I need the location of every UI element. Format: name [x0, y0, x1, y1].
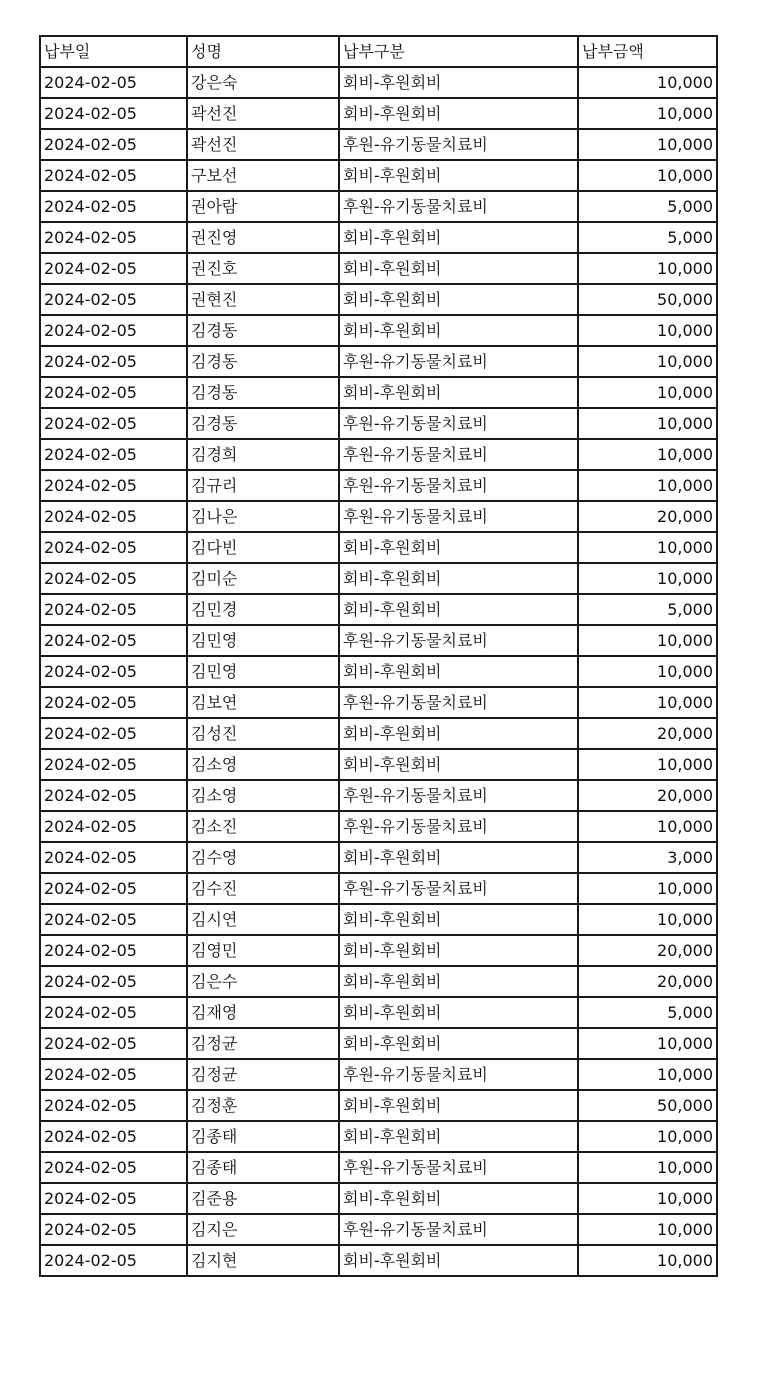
cell-payment-type: 회비-후원회비: [339, 222, 578, 253]
cell-payment-type: 회비-후원회비: [339, 718, 578, 749]
cell-payment-date: 2024-02-05: [40, 315, 187, 346]
cell-payment-amount: 50,000: [578, 284, 717, 315]
cell-payment-type: 회비-후원회비: [339, 563, 578, 594]
table-row: [40, 966, 717, 997]
cell-payment-type: 후원-유기동물치료비: [339, 625, 578, 656]
header-payment-type: 납부구분: [339, 36, 578, 67]
cell-payment-date: 2024-02-05: [40, 1214, 187, 1245]
cell-payment-date: 2024-02-05: [40, 966, 187, 997]
cell-payment-date: 2024-02-05: [40, 811, 187, 842]
cell-name: 김민영: [187, 625, 339, 656]
table-row: [40, 191, 717, 222]
table-row: [40, 687, 717, 718]
cell-payment-amount: 10,000: [578, 1152, 717, 1183]
table-row: [40, 160, 717, 191]
table-row: [40, 501, 717, 532]
cell-name: 김소진: [187, 811, 339, 842]
cell-payment-amount: 10,000: [578, 346, 717, 377]
cell-name: 김나은: [187, 501, 339, 532]
table-row: [40, 253, 717, 284]
cell-name: 김민영: [187, 656, 339, 687]
cell-name: 김경동: [187, 377, 339, 408]
cell-payment-date: 2024-02-05: [40, 98, 187, 129]
cell-name: 김정균: [187, 1028, 339, 1059]
table-row: [40, 749, 717, 780]
table-row: [40, 129, 717, 160]
cell-payment-amount: 10,000: [578, 408, 717, 439]
header-name: 성명: [187, 36, 339, 67]
table-row: [40, 98, 717, 129]
table-header: [40, 36, 717, 67]
cell-payment-date: 2024-02-05: [40, 1152, 187, 1183]
table-row: [40, 842, 717, 873]
cell-payment-type: 후원-유기동물치료비: [339, 191, 578, 222]
header-row: [40, 36, 717, 67]
cell-payment-type: 회비-후원회비: [339, 160, 578, 191]
cell-payment-amount: 10,000: [578, 160, 717, 191]
cell-payment-date: 2024-02-05: [40, 563, 187, 594]
cell-name: 김경동: [187, 408, 339, 439]
table-row: [40, 1090, 717, 1121]
cell-name: 김준용: [187, 1183, 339, 1214]
table-row: [40, 1059, 717, 1090]
table-row: [40, 439, 717, 470]
cell-name: 김수영: [187, 842, 339, 873]
cell-payment-type: 후원-유기동물치료비: [339, 129, 578, 160]
cell-payment-date: 2024-02-05: [40, 129, 187, 160]
cell-payment-amount: 10,000: [578, 687, 717, 718]
cell-name: 권진영: [187, 222, 339, 253]
table-row: [40, 656, 717, 687]
cell-name: 김은수: [187, 966, 339, 997]
cell-payment-date: 2024-02-05: [40, 1059, 187, 1090]
cell-payment-type: 회비-후원회비: [339, 904, 578, 935]
cell-payment-amount: 20,000: [578, 501, 717, 532]
cell-payment-amount: 20,000: [578, 935, 717, 966]
cell-payment-amount: 10,000: [578, 1028, 717, 1059]
cell-payment-amount: 10,000: [578, 98, 717, 129]
table-row: [40, 1245, 717, 1276]
cell-payment-type: 회비-후원회비: [339, 315, 578, 346]
table-row: [40, 873, 717, 904]
table-body: [40, 67, 717, 1276]
cell-payment-date: 2024-02-05: [40, 67, 187, 98]
cell-payment-date: 2024-02-05: [40, 470, 187, 501]
cell-payment-amount: 10,000: [578, 625, 717, 656]
cell-payment-amount: 5,000: [578, 191, 717, 222]
cell-payment-date: 2024-02-05: [40, 625, 187, 656]
cell-name: 김소영: [187, 780, 339, 811]
cell-payment-type: 후원-유기동물치료비: [339, 501, 578, 532]
cell-payment-amount: 10,000: [578, 563, 717, 594]
cell-name: 권아람: [187, 191, 339, 222]
cell-name: 김종태: [187, 1121, 339, 1152]
header-payment-date: 납부일: [40, 36, 187, 67]
cell-payment-date: 2024-02-05: [40, 1090, 187, 1121]
cell-payment-date: 2024-02-05: [40, 935, 187, 966]
cell-payment-date: 2024-02-05: [40, 1245, 187, 1276]
table-row: [40, 625, 717, 656]
header-payment-amount: 납부금액: [578, 36, 717, 67]
cell-payment-type: 회비-후원회비: [339, 594, 578, 625]
table-row: [40, 1214, 717, 1245]
cell-payment-date: 2024-02-05: [40, 656, 187, 687]
cell-payment-date: 2024-02-05: [40, 191, 187, 222]
table-row: [40, 315, 717, 346]
cell-payment-amount: 10,000: [578, 470, 717, 501]
table-row: [40, 997, 717, 1028]
cell-payment-date: 2024-02-05: [40, 160, 187, 191]
table-row: [40, 284, 717, 315]
cell-payment-amount: 10,000: [578, 315, 717, 346]
cell-name: 김시연: [187, 904, 339, 935]
cell-payment-type: 후원-유기동물치료비: [339, 1214, 578, 1245]
cell-payment-amount: 50,000: [578, 1090, 717, 1121]
cell-name: 김다빈: [187, 532, 339, 563]
donation-ledger-table: [39, 35, 718, 1277]
cell-name: 김민경: [187, 594, 339, 625]
table-row: [40, 780, 717, 811]
cell-payment-date: 2024-02-05: [40, 408, 187, 439]
cell-payment-amount: 10,000: [578, 1245, 717, 1276]
cell-payment-amount: 10,000: [578, 811, 717, 842]
cell-payment-amount: 10,000: [578, 439, 717, 470]
cell-payment-date: 2024-02-05: [40, 1028, 187, 1059]
cell-payment-amount: 10,000: [578, 377, 717, 408]
cell-name: 김지은: [187, 1214, 339, 1245]
cell-name: 김수진: [187, 873, 339, 904]
cell-payment-type: 회비-후원회비: [339, 1245, 578, 1276]
cell-payment-type: 후원-유기동물치료비: [339, 346, 578, 377]
cell-payment-type: 회비-후원회비: [339, 532, 578, 563]
cell-payment-type: 회비-후원회비: [339, 749, 578, 780]
cell-payment-amount: 3,000: [578, 842, 717, 873]
cell-payment-type: 회비-후원회비: [339, 67, 578, 98]
table-row: [40, 532, 717, 563]
cell-payment-amount: 10,000: [578, 1214, 717, 1245]
cell-name: 권진호: [187, 253, 339, 284]
cell-payment-type: 회비-후원회비: [339, 656, 578, 687]
cell-name: 김경동: [187, 315, 339, 346]
cell-payment-type: 회비-후원회비: [339, 253, 578, 284]
table-row: [40, 594, 717, 625]
cell-name: 김정균: [187, 1059, 339, 1090]
cell-payment-amount: 10,000: [578, 904, 717, 935]
cell-payment-amount: 5,000: [578, 222, 717, 253]
cell-payment-date: 2024-02-05: [40, 873, 187, 904]
table-row: [40, 222, 717, 253]
cell-payment-amount: 5,000: [578, 594, 717, 625]
cell-payment-date: 2024-02-05: [40, 1183, 187, 1214]
cell-payment-amount: 10,000: [578, 656, 717, 687]
cell-payment-type: 회비-후원회비: [339, 377, 578, 408]
table-row: [40, 1183, 717, 1214]
cell-payment-type: 후원-유기동물치료비: [339, 439, 578, 470]
cell-payment-date: 2024-02-05: [40, 687, 187, 718]
table-row: [40, 935, 717, 966]
cell-payment-date: 2024-02-05: [40, 222, 187, 253]
cell-payment-type: 회비-후원회비: [339, 1183, 578, 1214]
cell-payment-date: 2024-02-05: [40, 377, 187, 408]
cell-payment-type: 회비-후원회비: [339, 966, 578, 997]
table-row: [40, 718, 717, 749]
cell-payment-amount: 10,000: [578, 873, 717, 904]
cell-name: 김성진: [187, 718, 339, 749]
cell-payment-type: 회비-후원회비: [339, 1121, 578, 1152]
table-row: [40, 1152, 717, 1183]
cell-name: 강은숙: [187, 67, 339, 98]
cell-payment-type: 회비-후원회비: [339, 997, 578, 1028]
cell-payment-type: 회비-후원회비: [339, 842, 578, 873]
cell-payment-date: 2024-02-05: [40, 997, 187, 1028]
table-row: [40, 1121, 717, 1152]
cell-payment-date: 2024-02-05: [40, 594, 187, 625]
cell-payment-type: 후원-유기동물치료비: [339, 811, 578, 842]
cell-payment-type: 회비-후원회비: [339, 1028, 578, 1059]
table-row: [40, 346, 717, 377]
cell-payment-type: 후원-유기동물치료비: [339, 1059, 578, 1090]
table-row: [40, 1028, 717, 1059]
cell-payment-type: 회비-후원회비: [339, 935, 578, 966]
table-row: [40, 67, 717, 98]
cell-payment-amount: 20,000: [578, 780, 717, 811]
cell-name: 구보선: [187, 160, 339, 191]
cell-payment-amount: 10,000: [578, 67, 717, 98]
cell-payment-type: 후원-유기동물치료비: [339, 470, 578, 501]
cell-payment-type: 후원-유기동물치료비: [339, 780, 578, 811]
cell-payment-type: 회비-후원회비: [339, 1090, 578, 1121]
cell-payment-amount: 10,000: [578, 253, 717, 284]
cell-payment-amount: 10,000: [578, 1183, 717, 1214]
cell-payment-date: 2024-02-05: [40, 842, 187, 873]
cell-payment-amount: 20,000: [578, 966, 717, 997]
cell-name: 김지현: [187, 1245, 339, 1276]
cell-payment-amount: 5,000: [578, 997, 717, 1028]
cell-payment-type: 회비-후원회비: [339, 284, 578, 315]
cell-payment-date: 2024-02-05: [40, 439, 187, 470]
cell-payment-type: 회비-후원회비: [339, 98, 578, 129]
donation-ledger-sheet: [39, 35, 718, 1277]
cell-name: 권현진: [187, 284, 339, 315]
cell-payment-type: 후원-유기동물치료비: [339, 1152, 578, 1183]
cell-payment-type: 후원-유기동물치료비: [339, 408, 578, 439]
cell-name: 김종태: [187, 1152, 339, 1183]
cell-payment-date: 2024-02-05: [40, 532, 187, 563]
cell-name: 김소영: [187, 749, 339, 780]
cell-name: 김정훈: [187, 1090, 339, 1121]
cell-payment-amount: 10,000: [578, 129, 717, 160]
cell-name: 김경희: [187, 439, 339, 470]
cell-payment-amount: 10,000: [578, 749, 717, 780]
table-row: [40, 470, 717, 501]
table-row: [40, 408, 717, 439]
cell-payment-date: 2024-02-05: [40, 284, 187, 315]
cell-payment-type: 후원-유기동물치료비: [339, 687, 578, 718]
cell-payment-amount: 10,000: [578, 1059, 717, 1090]
cell-payment-date: 2024-02-05: [40, 904, 187, 935]
cell-payment-date: 2024-02-05: [40, 253, 187, 284]
cell-name: 김영민: [187, 935, 339, 966]
table-row: [40, 904, 717, 935]
cell-name: 김미순: [187, 563, 339, 594]
cell-name: 김규리: [187, 470, 339, 501]
cell-payment-date: 2024-02-05: [40, 749, 187, 780]
cell-name: 김재영: [187, 997, 339, 1028]
table-row: [40, 377, 717, 408]
table-row: [40, 563, 717, 594]
cell-name: 곽선진: [187, 98, 339, 129]
cell-payment-amount: 10,000: [578, 1121, 717, 1152]
cell-payment-date: 2024-02-05: [40, 501, 187, 532]
cell-payment-date: 2024-02-05: [40, 1121, 187, 1152]
cell-payment-amount: 10,000: [578, 532, 717, 563]
cell-name: 김경동: [187, 346, 339, 377]
cell-payment-type: 후원-유기동물치료비: [339, 873, 578, 904]
cell-payment-date: 2024-02-05: [40, 780, 187, 811]
cell-name: 김보연: [187, 687, 339, 718]
cell-payment-date: 2024-02-05: [40, 718, 187, 749]
cell-payment-date: 2024-02-05: [40, 346, 187, 377]
table-row: [40, 811, 717, 842]
cell-name: 곽선진: [187, 129, 339, 160]
cell-payment-amount: 20,000: [578, 718, 717, 749]
